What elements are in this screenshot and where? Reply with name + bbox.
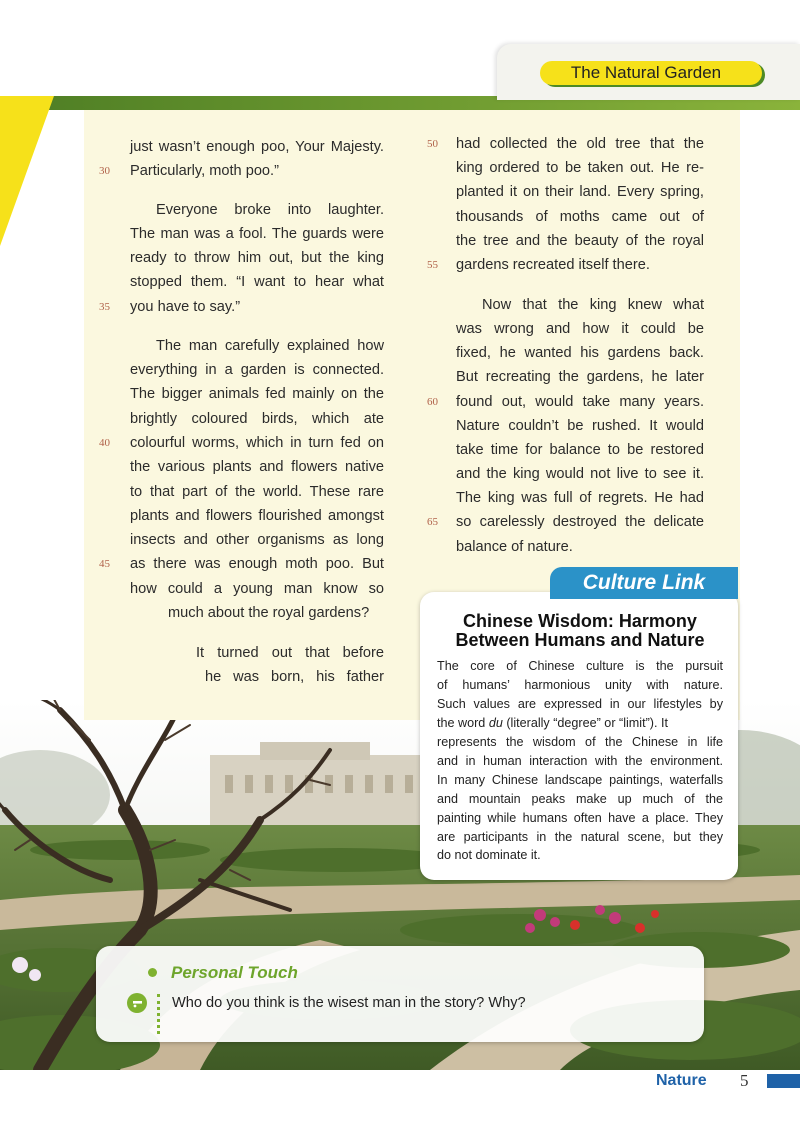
line-number: 50: [427, 138, 438, 150]
culture-link-line: do not dominate it.: [437, 848, 541, 862]
speech-head-icon: [126, 992, 148, 1014]
story-line: you have to say.”: [130, 299, 241, 315]
culture-link-line: painting while humans often have a place. They: [437, 811, 723, 825]
line-number: 60: [427, 396, 438, 408]
story-line: ready to throw him out, but the king: [130, 250, 384, 266]
personal-touch-title: Personal Touch: [171, 963, 298, 982]
culture-link-line: [437, 714, 723, 733]
story-line: was wrong and how it could be: [456, 321, 704, 337]
culture-link-du-word: du: [488, 716, 503, 730]
line-number: 30: [99, 165, 110, 177]
story-line: the tree and the beauty of the royal: [456, 233, 704, 249]
page-number: 5: [740, 1071, 749, 1090]
story-line: brightly coloured birds, which ate: [130, 411, 384, 427]
story-line: stopped them. “I want to hear what: [130, 274, 384, 290]
line-number: 40: [99, 437, 110, 449]
story-line: The man was a fool. The guards were: [130, 226, 384, 242]
culture-link-line: and mountain peaks make up much of the: [437, 792, 723, 806]
story-line: so carelessly destroyed the delicate: [456, 514, 704, 530]
story-line: much about the royal gardens?: [168, 605, 370, 621]
footer-accent-bar: [767, 1074, 800, 1088]
culture-link-line: and in human interaction with the environment.: [437, 754, 723, 768]
story-line: the various plants and flowers native: [130, 459, 384, 475]
story-line: and the king would not live to see it.: [456, 466, 704, 482]
story-line: king ordered to be taken out. He re-: [456, 160, 704, 176]
story-line: Everyone broke into laughter.: [156, 202, 384, 218]
culture-link-heading: Chinese Wisdom: Harmony: [463, 611, 697, 631]
story-line: Now that the king knew what: [482, 297, 704, 313]
story-line: how could a young man know so: [130, 581, 384, 597]
story-line: planted it on their land. Every spring,: [456, 184, 704, 200]
story-line: fixed, he wanted his gardens back.: [456, 345, 704, 361]
culture-link-line: Such values are expressed in our lifestyles by: [437, 697, 723, 711]
story-line: as there was enough moth poo. But: [130, 556, 384, 572]
line-number: 65: [427, 516, 438, 528]
personal-touch-question: Who do you think is the wisest man in the story? Why?: [172, 995, 526, 1011]
story-line: insects and other organisms as long: [130, 532, 384, 548]
chapter-title: The Natural Garden: [570, 63, 722, 82]
story-line: The man carefully explained how: [156, 338, 384, 354]
footer-section-label: Nature: [656, 1072, 707, 1089]
culture-link-line: In many Chinese landscape paintings, waterfalls: [437, 773, 723, 787]
story-line: gardens recreated itself there.: [456, 257, 650, 273]
dotted-divider: [157, 994, 163, 1034]
line-number: 35: [99, 301, 110, 313]
story-line: The king was full of regrets. He had: [456, 490, 704, 506]
culture-link-text: the word: [437, 716, 489, 730]
story-line: Particularly, moth poo.”: [130, 163, 279, 179]
culture-link-text: (literally “degree” or “limit”). It: [502, 716, 668, 730]
culture-link-label: Culture Link: [582, 571, 706, 594]
story-line: It turned out that before: [196, 645, 384, 661]
line-number: 45: [99, 558, 110, 570]
story-line: everything in a garden is connected.: [130, 362, 384, 378]
culture-link-heading: Between Humans and Nature: [455, 630, 705, 650]
culture-link-line: are participants in the natural scene, but they: [437, 830, 723, 844]
story-line: Nature couldn’t be rushed. It would: [456, 418, 704, 434]
yellow-corner-decoration: [0, 96, 54, 246]
story-line: balance of nature.: [456, 539, 573, 555]
story-line: just wasn’t enough poo, Your Majesty.: [130, 139, 384, 155]
story-line: take time for balance to be restored: [456, 442, 704, 458]
story-line: thousands of moths came out of: [456, 209, 704, 225]
culture-link-line: of humans’ harmonious unity with nature.: [437, 678, 723, 692]
story-line: he was born, his father: [205, 669, 384, 685]
story-line: found out, would take many years.: [456, 394, 704, 410]
bullet-dot-icon: [148, 968, 157, 977]
story-line: plants and flowers flourished amongst: [130, 508, 384, 524]
culture-link-line: The core of Chinese culture is the pursuit: [437, 659, 723, 673]
story-line: had collected the old tree that the: [456, 136, 704, 152]
story-line: to that part of the world. These rare: [130, 484, 384, 500]
line-number: 55: [427, 259, 438, 271]
story-line: But recreating the gardens, he later: [456, 369, 704, 385]
culture-link-line: represents the wisdom of the Chinese in life: [437, 735, 723, 749]
story-line: colourful worms, which in turn fed on: [130, 435, 384, 451]
story-line: The bigger animals fed mainly on the: [130, 386, 384, 402]
